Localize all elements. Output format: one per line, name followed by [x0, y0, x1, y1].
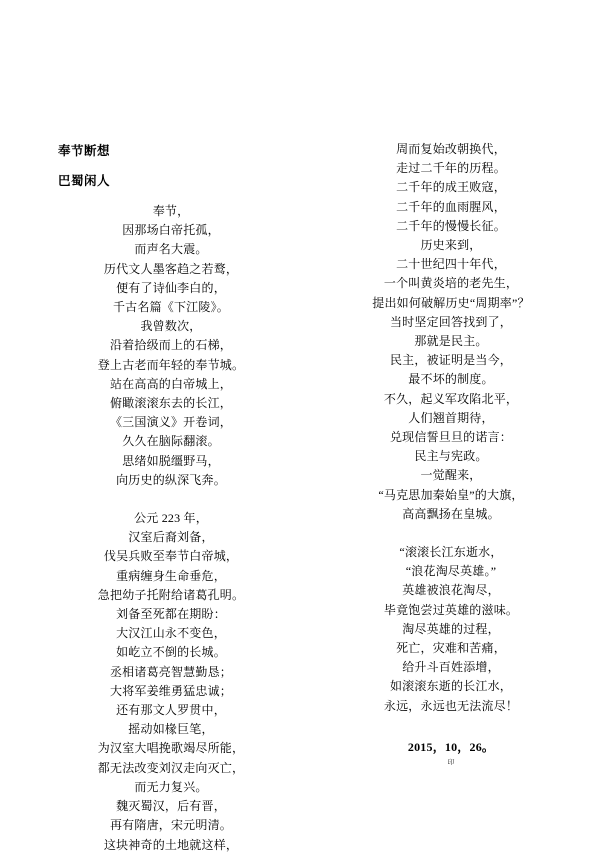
- poem-line: 公元 223 年，: [134, 511, 208, 526]
- poem-line: 都无法改变刘汉走向灭亡，: [97, 760, 245, 775]
- stanza-spacer: [322, 524, 580, 543]
- poem-line: 伐吴兵败至奉节白帝城，: [103, 549, 239, 564]
- poem-line: 大将军姜维勇猛忠诚；: [109, 683, 232, 698]
- seal-stamp: [322, 759, 580, 766]
- poem-line: 最不坏的制度。: [408, 372, 494, 387]
- poem-line: “滚滚长江东逝水，: [399, 545, 503, 560]
- poem-line: 思绪如脱缰野马，: [122, 453, 220, 468]
- poem-line: 兑现信誓旦旦的诺言：: [389, 430, 512, 445]
- right-column: [300, 140, 600, 766]
- poem-line: 魏灭蜀汉，后有晋，: [116, 799, 226, 814]
- poem-line: 二千年的血雨腥风，: [396, 199, 506, 214]
- poem-line: 俯瞰滚滚东去的长江，: [109, 396, 232, 411]
- poem-line: 久久在脑际翻滚。: [122, 434, 220, 449]
- poem-line: 毕竟饱尝过英雄的滋味。: [383, 602, 519, 617]
- poem-line: 淘尽英雄的过程，: [402, 621, 500, 636]
- poem-line: 人们翘首期待，: [408, 410, 494, 425]
- poem-line: 而声名大震。: [134, 242, 208, 257]
- poem-line: 那就是民主。: [414, 334, 488, 349]
- poem-line: 重病缠身生命垂危，: [116, 568, 226, 583]
- author-name: 巴蜀闲人: [58, 174, 111, 188]
- stanza: [52, 509, 290, 855]
- poem-line: 二十世纪四十年代，: [396, 257, 506, 272]
- poem-line: 高高飘扬在皇城。: [402, 506, 500, 521]
- poem-line: 这块神奇的土地就这样，: [103, 837, 239, 852]
- poem-line: 沿着拾级而上的石梯，: [109, 338, 232, 353]
- poem-line: 刘备至死都在期盼：: [116, 607, 226, 622]
- poem-line: 摇动如椽巨笔，: [128, 722, 214, 737]
- poem-line: 一觉醒来，: [420, 468, 482, 483]
- poem-line: 历代文人墨客趋之若鹜，: [103, 261, 239, 276]
- poem-line: 历史来到，: [420, 238, 482, 253]
- poem-line: 走过二千年的历程。: [396, 161, 506, 176]
- poem-line: 二千年的成王败寇，: [396, 180, 506, 195]
- poem-line: 如滚滚东逝的长江水，: [389, 679, 512, 694]
- poem-line: 如屹立不倒的长城。: [116, 645, 226, 660]
- poem-line: 死亡，灾难和苦痛，: [396, 641, 506, 656]
- stanza: [322, 140, 580, 524]
- poem-line: 当时坚定回答找到了，: [389, 314, 512, 329]
- poem-line: 我曾数次，: [140, 319, 202, 334]
- stanza-spacer: [52, 490, 290, 509]
- poem-line: 二千年的慢慢长征。: [396, 218, 506, 233]
- poem-line: 千古名篇《下江陵》。: [112, 300, 229, 315]
- poem-line: 登上古老而年轻的奉节城。: [97, 357, 245, 372]
- poem-line: 站在高高的白帝城上，: [109, 376, 232, 391]
- poem-line: 周而复始改朝换代，: [396, 142, 506, 156]
- seal-text: 印: [447, 758, 455, 766]
- poem-line: 便有了诗仙李白的，: [116, 280, 226, 295]
- poem-line: 不久，起义军攻陷北平，: [383, 391, 519, 406]
- poem-line: “马克思加秦始皇”的大旗，: [378, 487, 524, 502]
- poem-line: 永远，永远也无法流尽！: [383, 698, 519, 713]
- signature-date: 2015，10，26。: [407, 739, 495, 754]
- two-column-layout: [0, 140, 600, 855]
- left-column: [0, 140, 300, 855]
- stanza: [52, 202, 290, 490]
- poem-line: 民主与宪政。: [414, 449, 488, 464]
- poem-line: 再有隋唐，宋元明清。: [109, 818, 232, 833]
- poem-line: 汉室后裔刘备，: [128, 530, 214, 545]
- poem-line: “浪花淘尽英雄。”: [405, 564, 497, 579]
- poem-line: 而无力复兴。: [134, 779, 208, 794]
- poem-line: 民主，被证明是当今，: [389, 353, 512, 368]
- poem-line: 大汉江山永不变色，: [116, 626, 226, 641]
- poem-line: 向历史的纵深飞奔。: [116, 472, 226, 487]
- poem-line: 一个叫黄炎培的老先生，: [383, 276, 519, 291]
- page-title: 奉节断想: [58, 144, 111, 158]
- poem-line: 《三国演义》开卷词，: [109, 415, 232, 430]
- poem-line: 因那场白帝托孤，: [122, 223, 220, 238]
- poem-line: 英雄被浪花淘尽，: [402, 583, 500, 598]
- poem-line: 丞相诸葛亮智慧勤恳；: [109, 664, 232, 679]
- poem-line: 为汉室大唱挽歌竭尽所能，: [97, 741, 245, 756]
- poem-line: 给升斗百姓添增，: [402, 660, 500, 675]
- poem-line: 奉节，: [152, 204, 190, 218]
- poem-line: 急把幼子托附给诸葛孔明。: [97, 587, 245, 602]
- stanza: [322, 543, 580, 716]
- poem-line: 还有那文人罗贯中，: [116, 703, 226, 718]
- poem-line: 提出如何破解历史“周期率”？: [372, 295, 530, 310]
